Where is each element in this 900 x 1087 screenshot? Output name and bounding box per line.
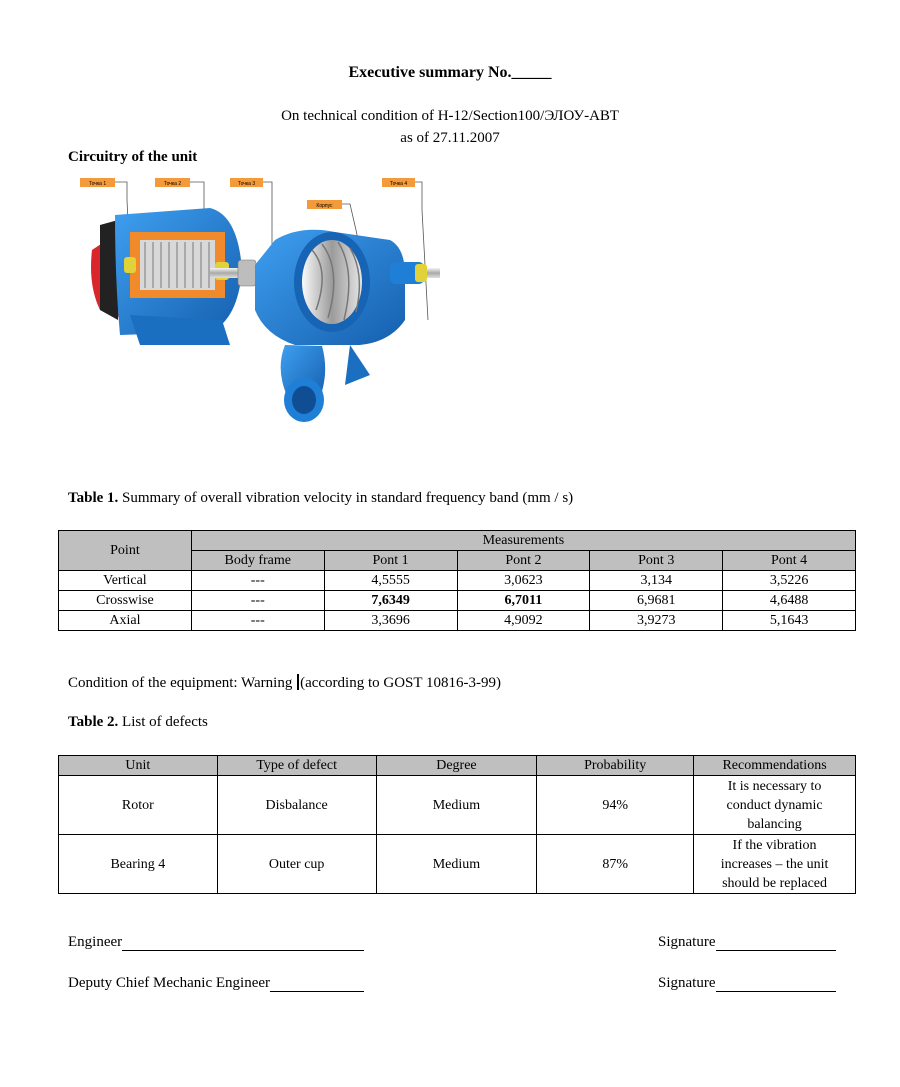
- recommendation-line: conduct dynamic: [726, 797, 823, 813]
- signature-line-2: [658, 975, 836, 992]
- defect-recommendation: [694, 835, 856, 894]
- table1-caption-bold: Table 1.: [68, 490, 119, 506]
- cell-value: 3,134: [590, 571, 723, 591]
- cell-value: 5,1643: [723, 611, 856, 631]
- engineer-blank[interactable]: [122, 936, 364, 951]
- table2-caption: [68, 714, 208, 731]
- text-cursor: [297, 674, 299, 690]
- subtitle-line-2: as of 27.11.2007: [400, 130, 500, 146]
- signature-blank-2[interactable]: [716, 977, 836, 992]
- recommendation-line: If the vibration: [732, 837, 817, 853]
- callout-label-housing: [307, 200, 342, 209]
- defect-unit: Rotor: [59, 776, 218, 835]
- defects-table: [58, 755, 856, 894]
- column-header: Recommendations: [694, 756, 856, 776]
- recommendation-line: It is necessary to: [727, 778, 822, 794]
- engineer-signature-line: [68, 934, 364, 951]
- cell-value: 3,0623: [457, 571, 590, 591]
- table-row: [59, 611, 856, 631]
- callout-text-2: Точка 2: [163, 181, 182, 187]
- signature-label: Signature: [658, 975, 716, 991]
- defect-type: Outer cup: [217, 835, 376, 894]
- engineer-label: Engineer: [68, 934, 123, 950]
- callout-label-1: [80, 178, 115, 187]
- column-header: Type of defect: [217, 756, 376, 776]
- point-header: Point: [59, 531, 192, 571]
- row-label: Axial: [59, 611, 192, 631]
- table-row: [59, 591, 856, 611]
- cell-value: 3,3696: [324, 611, 457, 631]
- cell-value: 3,5226: [723, 571, 856, 591]
- table-row: [59, 776, 856, 835]
- deputy-blank[interactable]: [270, 977, 364, 992]
- cell-value: ---: [191, 611, 324, 631]
- signature-blank-1[interactable]: [716, 936, 836, 951]
- column-header: Degree: [376, 756, 537, 776]
- vibration-table: [58, 530, 856, 631]
- defect-probability: 94%: [537, 776, 694, 835]
- column-header: Pont 2: [457, 551, 590, 571]
- defect-probability: 87%: [537, 835, 694, 894]
- callout-text-1: Точка 1: [88, 181, 107, 187]
- cell-value: 4,5555: [324, 571, 457, 591]
- pump-unit-illustration: [60, 170, 480, 445]
- condition-standard: (according to GOST 10816-3-99): [300, 675, 502, 691]
- callout-label-4: [382, 178, 415, 187]
- cell-value: 4,9092: [457, 611, 590, 631]
- callout-text-4: Точка 4: [389, 181, 408, 187]
- defect-degree: Medium: [376, 776, 537, 835]
- column-header: Pont 4: [723, 551, 856, 571]
- cell-value: ---: [191, 591, 324, 611]
- cell-value-highlight: 7,6349: [324, 591, 457, 611]
- callout-label-3: [230, 178, 263, 187]
- subtitle-line-1: On technical condition of H-12/Section100/ЭЛОУ-АВТ: [281, 108, 619, 124]
- cell-value-highlight: 6,7011: [457, 591, 590, 611]
- signature-label: Signature: [658, 934, 716, 950]
- defect-degree: Medium: [376, 835, 537, 894]
- defect-unit: Bearing 4: [59, 835, 218, 894]
- column-header: Probability: [537, 756, 694, 776]
- table2-caption-bold: Table 2.: [68, 714, 119, 730]
- table-row: [59, 571, 856, 591]
- table1-caption-text: Summary of overall vibration velocity in standard frequency band (mm / s): [118, 490, 574, 506]
- deputy-label: Deputy Chief Mechanic Engineer: [68, 975, 271, 991]
- row-label: Vertical: [59, 571, 192, 591]
- cell-value: ---: [191, 571, 324, 591]
- callout-label-2: [155, 178, 190, 187]
- centrifugal-pump: [255, 230, 427, 422]
- condition-text: Condition of the equipment: Warning: [68, 675, 297, 691]
- defect-recommendation: [694, 776, 856, 835]
- measurements-header: Measurements: [191, 531, 855, 551]
- column-header: Body frame: [191, 551, 324, 571]
- circuitry-label: Circuitry of the unit: [68, 149, 198, 165]
- cell-value: 4,6488: [723, 591, 856, 611]
- column-header: Pont 1: [324, 551, 457, 571]
- column-header: Unit: [59, 756, 218, 776]
- row-label: Crosswise: [59, 591, 192, 611]
- cell-value: 6,9681: [590, 591, 723, 611]
- table1-caption: [68, 490, 573, 507]
- recommendation-line: balancing: [747, 816, 802, 832]
- deputy-signature-line: [68, 975, 364, 992]
- defect-type: Disbalance: [217, 776, 376, 835]
- table-row: [59, 835, 856, 894]
- recommendation-line: should be replaced: [722, 875, 828, 891]
- table2-caption-text: List of defects: [118, 714, 208, 730]
- cell-value: 3,9273: [590, 611, 723, 631]
- signature-line-1: [658, 934, 836, 951]
- document-title: Executive summary No._____: [348, 64, 552, 81]
- callout-text-housing: Корпус: [316, 203, 333, 209]
- callout-text-3: Точка 3: [237, 181, 256, 187]
- document-subtitle: [0, 105, 900, 149]
- column-header: Pont 3: [590, 551, 723, 571]
- equipment-condition: [68, 674, 501, 692]
- recommendation-line: increases – the unit: [720, 856, 829, 872]
